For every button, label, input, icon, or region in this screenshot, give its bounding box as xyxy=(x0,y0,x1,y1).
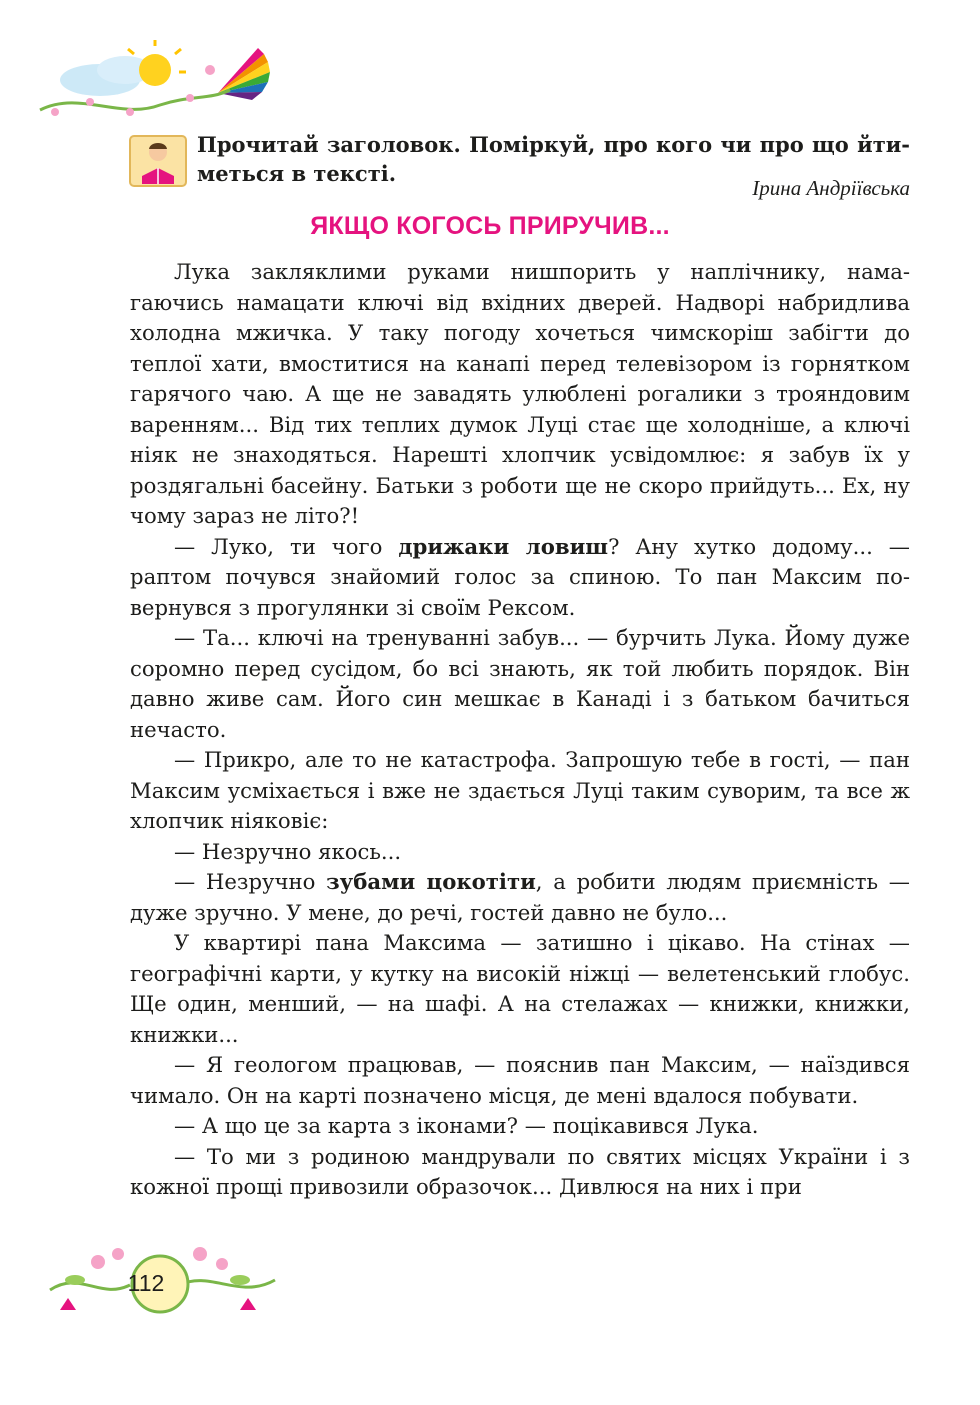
paragraph-text: Лука закляклими руками нишпорить у наплічнику, намагаючись намацати ключі від вхідних дверей. Надворі набридлива холодна мжичка. У таку погоду хочеться чимскоріш забігти до теплої хати, вмоститися на канапі перед телевізором із горнятком гарячого чаю. А ще не завадять улюблені рогалики з трояндовим варенням... Від тих теплих думок Луці стає ще холодніше, а ключі ніяк не знаходяться. Нарешті хлопчик усвідомлює: я забув їх у роздягальні басейну. Батьки з роботи ще не скоро прийдуть... Ех, ну чому зараз не літо?! xyxy=(130,259,910,528)
reading-child-icon xyxy=(128,132,190,190)
paragraph-text: — А що це за карта з іконами? — поцікавився Лука. xyxy=(174,1113,759,1138)
story-paragraph xyxy=(130,1111,910,1142)
story-paragraph xyxy=(130,257,910,532)
story-paragraph xyxy=(130,928,910,1050)
sun-rainbow-decoration-icon xyxy=(30,40,290,135)
task-instruction: Прочитай заголовок. Поміркуй, про кого чи про що йтиметься в тексті. xyxy=(197,132,910,186)
paragraph-text: ? Ану хутко додому... — раптом почувся знайомий голос за спиною. То пан Максим повернувся з прогулянки зі своїм Рексом. xyxy=(130,533,910,620)
page-number: 112 xyxy=(127,1270,165,1296)
author-name: Ірина Андріївська xyxy=(752,176,910,200)
idiom-phrase: дрижаки ловиш xyxy=(398,533,609,559)
paragraph-text: — Я геологом працював, — пояснив пан Максим, — наїздився чимало. Он на карті позначено місця, де мені вдалося побувати. xyxy=(130,1052,910,1108)
story-paragraph xyxy=(130,1142,910,1203)
story-paragraph xyxy=(130,837,910,868)
story-text xyxy=(130,257,910,1203)
story-paragraph xyxy=(130,745,910,837)
paragraph-text: — Прикро, але то не катастрофа. Запрошую тебе в гості, — пан Максим усміхається і вже не здається Луці таким суворим, та все ж хлопчик ніяковіє: xyxy=(130,747,910,833)
story-paragraph xyxy=(130,532,910,624)
paragraph-text: — Незручно xyxy=(174,869,327,894)
idiom-phrase: зубами цокотіти xyxy=(326,869,536,894)
story-title: ЯКЩО КОГОСЬ ПРИРУЧИВ... xyxy=(310,212,670,240)
story-paragraph xyxy=(130,623,910,745)
paragraph-text: — Незручно якось... xyxy=(174,838,402,864)
paragraph-text: — То ми з родиною мандрували по святих місцях України і з кожної прощі привозили образочок... Дивлюся на них і при xyxy=(130,1143,910,1199)
story-paragraph xyxy=(130,1050,910,1111)
paragraph-text: — Луко, ти чого xyxy=(174,533,399,559)
paragraph-text: У квартирі пана Максима — затишно і цікаво. На стінах — географічні карти, у кутку на високій ніжці — велетенський глобус. Ще один, менший, — на шафі. А на стелажах — книжки, книжки, книжки... xyxy=(130,930,910,1047)
story-paragraph xyxy=(130,867,910,928)
paragraph-text: — Та... ключі на тренуванні забув... — бурчить Лука. Йому дуже соромно перед сусідом, бо всі знають, як той любить порядок. Він давно живе сам. Його син мешкає в Канаді і з батьком бачиться нечасто. xyxy=(130,625,910,742)
paragraph-text: , а робити людям приємність — дуже зручно. У мене, до речі, гостей давно не було... xyxy=(130,869,910,925)
